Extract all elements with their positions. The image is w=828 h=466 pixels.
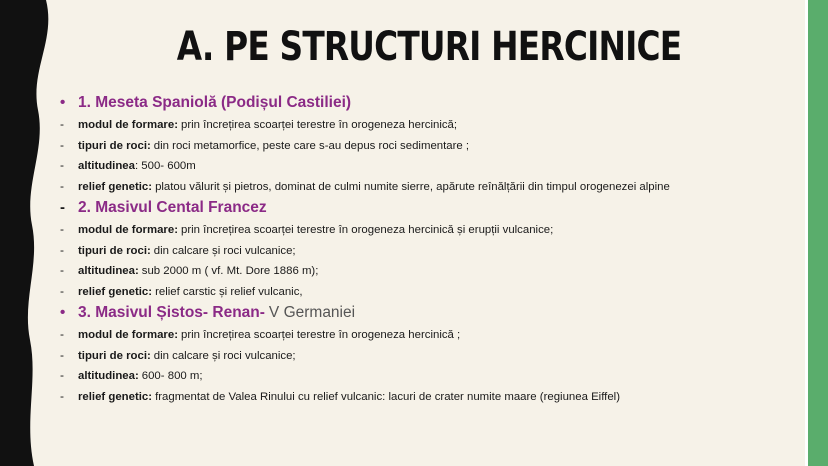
item-label: tipuri de roci: [78,139,151,152]
list-item: - relief genetic: fragmentat de Valea Rinului cu relief vulcanic: lacuri de crater numite maare (regiunea Eiffel) [60,388,620,403]
bullet-marker: • [60,94,66,111]
item-label: relief genetic: [78,180,153,193]
item-text: prin încrețirea scoarței terestre în orogeneza hercinică și erupții vulcanice; [181,224,554,236]
item-text: platou vălurit și pietros, dominat de culmi numite sierre, apărute reînălțării din timpul orogenezei alpine [155,180,670,193]
item-label: modul de formare: [78,119,178,131]
item-label: altitudinea: [78,265,139,277]
item-label: tipuri de roci: [78,244,151,257]
list-item: - modul de formare: prin încrețirea scoarței terestre în orogeneza hercinică; [60,117,458,131]
item-label: relief genetic: [78,390,153,403]
list-item: - tipuri de roci: din calcare și roci vulcanice; [60,242,296,257]
right-green-band [808,0,828,466]
item-label: modul de formare: [78,329,178,341]
item-label: relief genetic: [78,285,153,298]
item-text: : 500- 600m [134,160,196,172]
list-item: - altitudinea: sub 2000 m ( vf. Mt. Dore 1886 m); [60,263,319,277]
item-text: prin încrețirea scoarței terestre în orogeneza hercinică ; [181,329,461,341]
item-text: din calcare și roci vulcanice; [153,244,296,257]
section-heading [60,94,800,117]
list-item: - altitudinea : 500- 600m [60,158,196,172]
section-title: 2. Masivul Cental Francez [78,199,267,216]
item-label: altitudinea: [78,370,139,382]
item-text: relief carstic și relief vulcanic, [155,285,303,298]
bullet-marker: • [60,304,66,321]
section-title-location: V Germaniei [268,304,356,321]
left-decorative-wave [0,0,60,466]
list-item: - tipuri de roci: din calcare și roci vulcanice; [60,347,296,362]
section-title: 3. Masivul Șistos- Renan- [78,304,265,321]
list-item: - altitudinea: 600- 800 m; [60,368,203,382]
item-text: din roci metamorfice, peste care s-au depus roci sedimentare ; [153,139,470,152]
item-text: fragmentat de Valea Rinului cu relief vulcanic: lacuri de crater numite maare (regiunea Eiffel) [155,390,620,403]
item-text: prin încrețirea scoarței terestre în orogeneza hercinică; [181,119,458,131]
item-label: modul de formare: [78,224,178,236]
list-item: - modul de formare: prin încrețirea scoarței terestre în orogeneza hercinică ; [60,327,461,341]
section-heading [60,304,800,327]
slide-title: A. PE STRUCTURI HERCINICE [176,24,682,70]
item-text: din calcare și roci vulcanice; [153,349,296,362]
item-label: altitudinea [78,160,135,172]
section-heading [60,199,800,222]
content-list [60,94,800,409]
dash-marker: - [60,199,65,216]
list-item: - relief genetic: platou vălurit și pietros, dominat de culmi numite sierre, apărute reînălțării din timpul orogenezei alpine [60,178,670,193]
list-item: - tipuri de roci: din roci metamorfice, peste care s-au depus roci sedimentare ; [60,137,470,152]
item-label: tipuri de roci: [78,349,151,362]
item-text: 600- 800 m; [141,370,203,382]
section-title: 1. Meseta Spaniolă (Podișul Castiliei) [78,94,352,111]
list-item: - relief genetic: relief carstic și relief vulcanic, [60,283,303,298]
item-text: sub 2000 m ( vf. Mt. Dore 1886 m); [141,265,319,277]
list-item: - modul de formare: prin încrețirea scoarței terestre în orogeneza hercinică și erupții vulcanice; [60,222,554,236]
